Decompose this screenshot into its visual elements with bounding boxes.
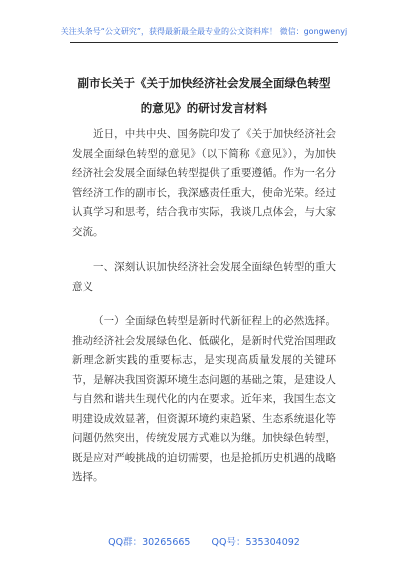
paragraph-intro: 近日，中共中央、国务院印发了《关于加快经济社会发展全面绿色转型的意见》（以下简称《意见》），为加快经济社会发展全面绿色转型提供了重要遵循。作为一名分管经济工作的副市长，我深感责任重大，使命光荣。经过认真学习和思考，结合我市实际，我谈几点体会，与大家交流。 [72, 128, 336, 238]
section-heading: 一、深刻认识加快经济社会发展全面绿色转型的重大意义 [72, 261, 336, 293]
header-divider [70, 42, 338, 43]
footer-qq-number: QQ号：535304092 [211, 537, 300, 548]
paragraph-subsection-1: （一）全面绿色转型是新时代新征程上的必然选择。推动经济社会发展绿色化、低碳化，是新时代党治国理政新理念新实践的重要标志，是实现高质量发展的关键环节，是解决我国资源环境生态问题的基础之策，是建设人与自然和谐共生现代化的内在要求。近年来，我国生态文明建设成效显著，但资源环境约束趋紧、生态系统退化等问题仍然突出，传统发展方式难以为继。加快绿色转型，既是应对严峻挑战的迫切需要，也是抢抓历史机遇的战略选择。 [72, 315, 336, 483]
document-title: 副市长关于《关于加快经济社会发展全面绿色转型的意见》的研讨发言材料 [77, 76, 331, 115]
footer-qq-group: QQ群：30265665 [108, 537, 191, 548]
footer-contact [0, 534, 408, 548]
header-watermark-note: 关注头条号“公文研究”，获得最新最全最专业的公文资料库！ 微信：gongwenyj [60, 27, 348, 36]
